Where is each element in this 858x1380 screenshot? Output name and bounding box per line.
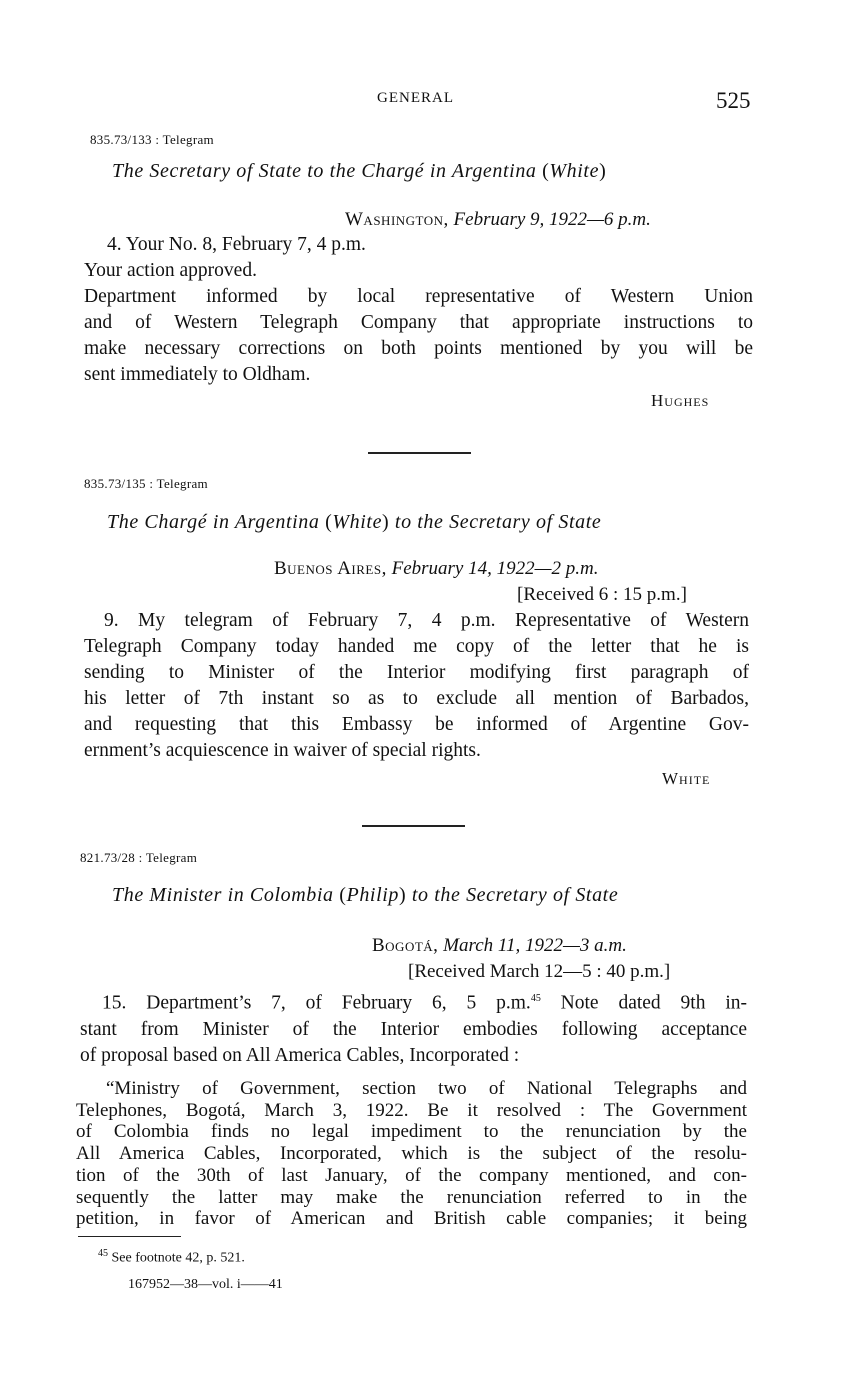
received-note: [Received March 12—5 : 40 p.m.]	[408, 961, 671, 982]
footnote: $^{45}$ See footnote 42, p. 521.	[98, 1248, 245, 1266]
footnote-marker: 45	[98, 1248, 108, 1259]
section-divider	[362, 825, 465, 827]
dateline	[372, 935, 627, 957]
document-heading: The Chargé in Argentina (White) to the Secretary of State	[107, 511, 602, 533]
dateline-place: Washington,	[345, 209, 449, 230]
signature: White	[662, 769, 711, 788]
footnote-reference: 45	[530, 993, 541, 1004]
dateline-place: Buenos Aires,	[274, 558, 387, 579]
quoted-resolution: “Ministry of Government, section two of National Telegraphs and Telephones, Bogotá, March 3, 1922. Be it resolved : The Government of Colombia finds no legal impediment to the renunciation by the All America Cables, Incorporated, which is the subject of the resolu- tion of the 30th of last January, of the company mentioned, and con- sequently the latter may make the renunciation referred to in the petition, in favor of American and British cable companies; it being	[76, 1078, 747, 1230]
file-number: 835.73/135 : Telegram	[84, 476, 208, 491]
paragraph: Your action approved.	[84, 260, 257, 281]
running-header-title: GENERAL	[377, 90, 454, 106]
document-heading: The Minister in Colombia (Philip) to the Secretary of State	[112, 884, 619, 906]
dateline-date: February 9, 1922—6 p.m.	[453, 209, 651, 230]
paragraph-body: Department informed by local representative of Western Union and of Western Telegraph Company that appropriate instructions to make necessary corrections on both points mentioned by you will be sent immediately to Oldham.	[84, 286, 753, 385]
print-code: 167952—38—vol. i——41	[128, 1277, 283, 1292]
paragraph: 4. Your No. 8, February 7, 4 p.m.	[107, 234, 366, 255]
dateline	[345, 209, 651, 231]
received-note: [Received 6 : 15 p.m.]	[517, 584, 687, 605]
page-number: 525	[716, 88, 751, 113]
dateline-date: February 14, 1922—2 p.m.	[391, 558, 599, 579]
dateline-date: March 11, 1922—3 a.m.	[443, 935, 627, 956]
dateline	[274, 558, 599, 580]
footnote-divider	[78, 1236, 181, 1237]
signature: Hughes	[651, 391, 710, 410]
file-number: 835.73/133 : Telegram	[90, 132, 214, 147]
paragraph-body: 15. Department’s 7, of February 6, 5 p.m.$^{45}$ Note dated 9th in- stant from Minister of the Interior embodies following acceptance of proposal based on All America Cables, Incorporated :	[80, 992, 747, 1066]
document-heading: The Secretary of State to the Chargé in Argentina (White)	[112, 160, 607, 182]
section-divider	[368, 452, 471, 454]
file-number: 821.73/28 : Telegram	[80, 850, 198, 865]
dateline-place: Bogotá,	[372, 935, 439, 956]
paragraph-body: 9. My telegram of February 7, 4 p.m. Representative of Western Telegraph Company today handed me copy of the letter that he is sending to Minister of the Interior modifying first paragraph of his letter of 7th instant so as to exclude all mention of Barbados, and requesting that this Embassy be informed of Argentine Gov- ernment’s acquiescence in waiver of special rights.	[84, 610, 749, 761]
